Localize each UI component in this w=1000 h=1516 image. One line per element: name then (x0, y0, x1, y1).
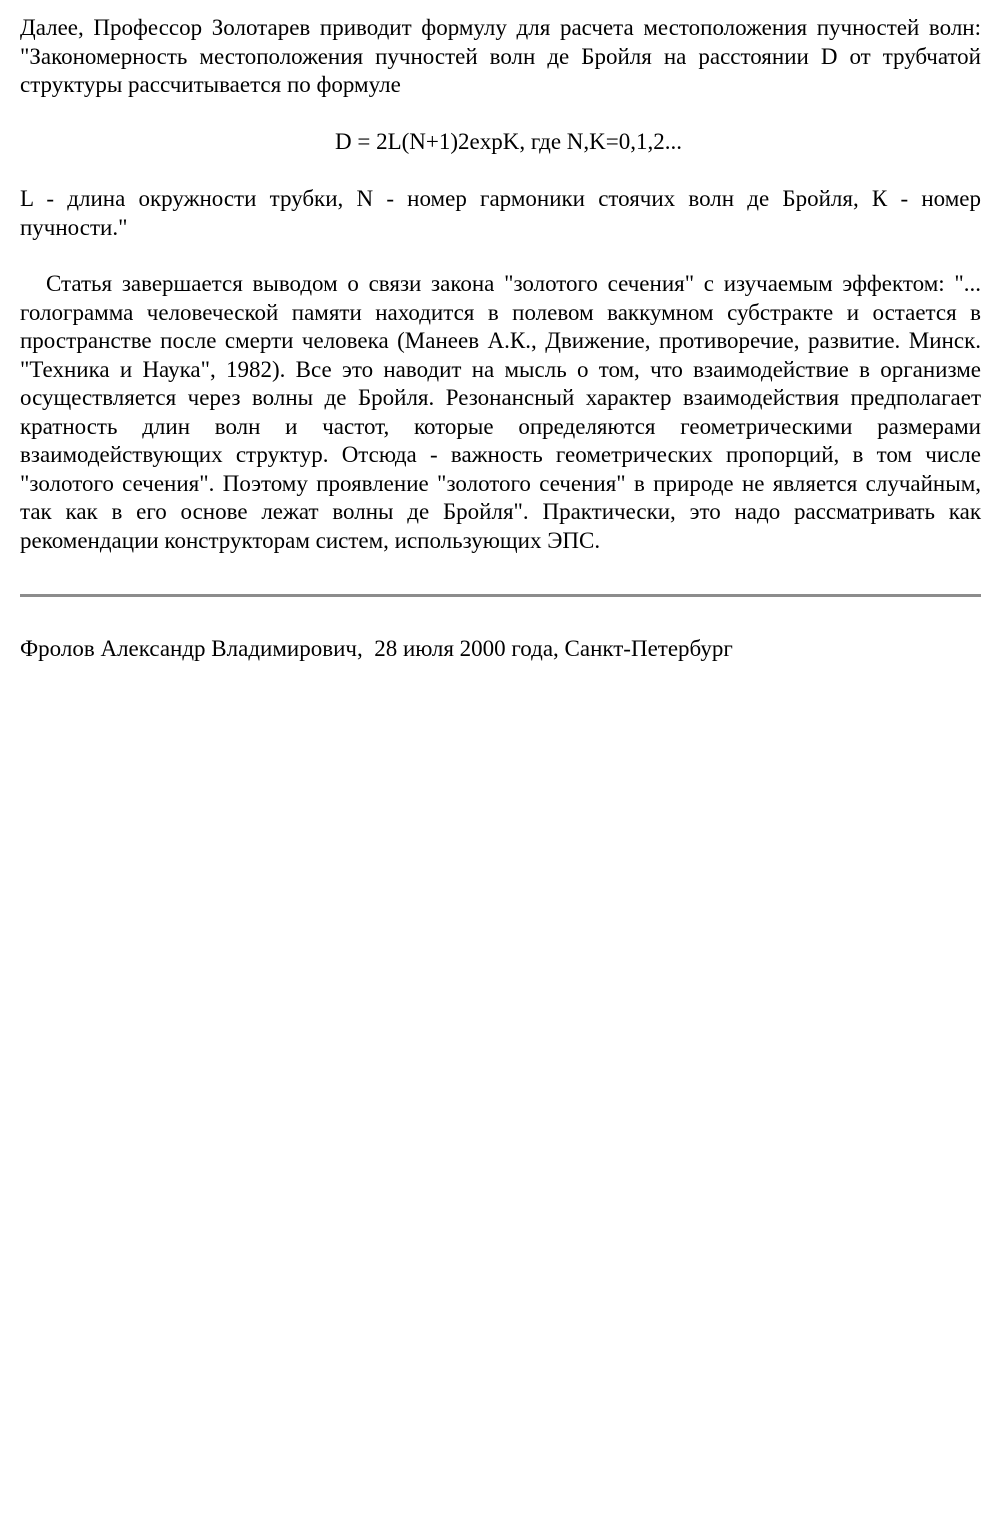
formula-line: D = 2L(N+1)2expK, где N,K=0,1,2... (335, 128, 682, 154)
author-signature-line: Фролов Александр Владимирович, 28 июля 2000 года, Санкт-Петербург (20, 636, 733, 661)
horizontal-divider (20, 594, 981, 597)
document-page (20, 14, 981, 664)
intro-paragraph: Далее, Профессор Золотарев приводит формулу для расчета местоположения пучностей волн: "Закономерность местоположения пучностей волн де Бройля на расстоянии D от трубчатой структуры рассчитывается по формуле (20, 15, 981, 97)
conclusion-paragraph: Статья завершается выводом о связи закона "золотого сечения" с изучаемым эффектом: "... голограмма человеческой памяти находится в полевом ваккумном субстракте и остается в пространстве после смерти человека (Манеев А.К., Движение, противоречие, развитие. Минск. "Техника и Наука", 1982). Все это наводит на мысль о том, что взаимодействие в организме осуществляется через волны де Бройля. Резонансный характер взаимодействия предполагает кратность длин волн и частот, которые определяются геометрическими размерами взаимодействующих структур. Отсюда - важность геометрических пропорций, в том числе "золотого сечения". Поэтому проявление "золотого сечения" в природе не является случайным, так как в его основе лежат волны де Бройля". Практически, это надо рассматривать как рекомендации конструкторам систем, использующих ЭПС. (20, 271, 981, 553)
definitions-paragraph: L - длина окружности трубки, N - номер гармоники стоячих волн де Бройля, К - номер пучности." (20, 186, 981, 240)
